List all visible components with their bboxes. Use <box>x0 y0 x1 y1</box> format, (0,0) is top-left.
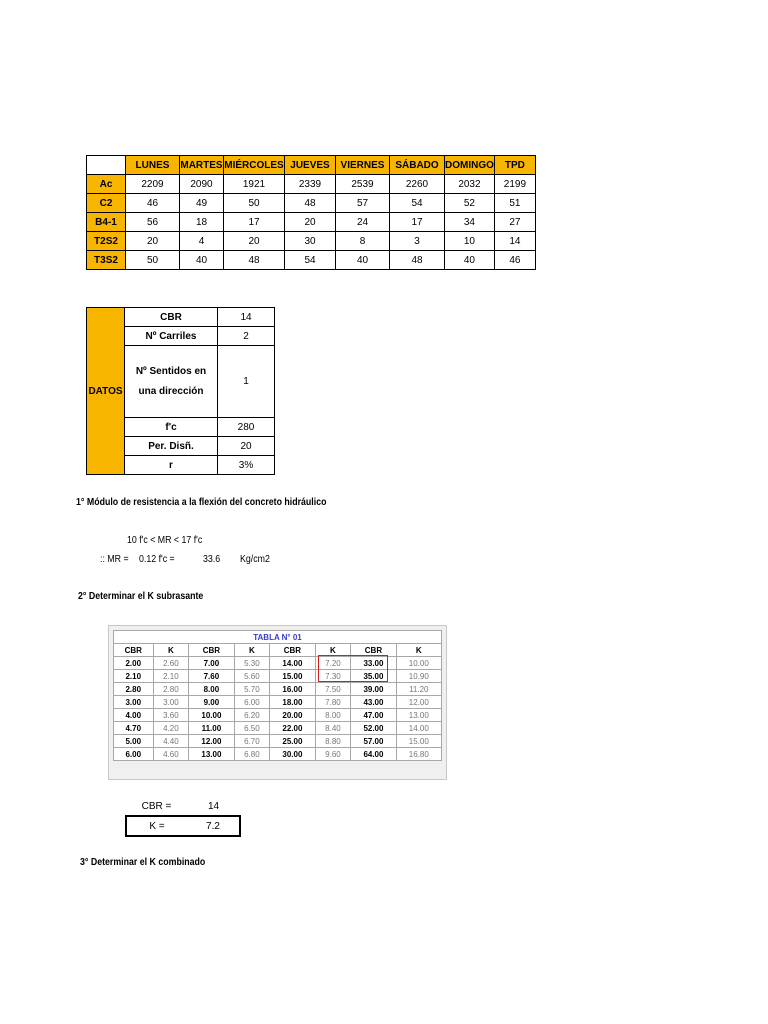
traffic-cell: 2032 <box>445 175 495 194</box>
cbr-cell: 10.00 <box>396 657 441 670</box>
traffic-cell: 57 <box>336 194 390 213</box>
traffic-cell: 3 <box>390 232 445 251</box>
vehicle-type-label: C2 <box>87 194 126 213</box>
traffic-cell: 56 <box>126 213 180 232</box>
cbr-cell: 25.00 <box>270 735 315 748</box>
traffic-body <box>87 175 536 270</box>
traffic-cell: 20 <box>285 213 336 232</box>
traffic-cell: 17 <box>224 213 285 232</box>
result-row <box>126 816 240 836</box>
traffic-cell: 48 <box>390 251 445 270</box>
cbr-cell: 6.50 <box>234 722 270 735</box>
cbr-cell: 8.00 <box>189 683 234 696</box>
vehicle-type-label: T3S2 <box>87 251 126 270</box>
result-value: 14 <box>207 800 220 812</box>
cbr-row <box>114 735 442 748</box>
datos-row <box>87 308 275 327</box>
cbr-col-header: CBR <box>351 644 396 657</box>
cbr-cell: 5.30 <box>234 657 270 670</box>
cbr-cell: 2.10 <box>153 670 189 683</box>
traffic-cell: 10 <box>445 232 495 251</box>
traffic-cell: 40 <box>445 251 495 270</box>
cbr-col-header: K <box>153 644 189 657</box>
cbr-row <box>114 722 442 735</box>
traffic-cell: 49 <box>180 194 224 213</box>
mr-expression: 0.12 f'c = <box>139 554 175 565</box>
traffic-cell: 46 <box>494 251 535 270</box>
cbr-cell: 2.80 <box>153 683 189 696</box>
traffic-cell: 18 <box>180 213 224 232</box>
datos-value: 20 <box>218 437 275 456</box>
traffic-col-header: TPD <box>494 156 535 175</box>
cbr-cell: 15.00 <box>396 735 441 748</box>
cbr-cell: 5.00 <box>114 735 154 748</box>
traffic-cell: 2090 <box>180 175 224 194</box>
traffic-col-header: SÁBADO <box>390 156 445 175</box>
cbr-col-header: CBR <box>270 644 315 657</box>
cbr-col-header: K <box>234 644 270 657</box>
traffic-cell: 46 <box>126 194 180 213</box>
datos-value: 3% <box>218 456 275 475</box>
traffic-cell: 30 <box>285 232 336 251</box>
cbr-cell: 13.00 <box>396 709 441 722</box>
cbr-cell: 7.50 <box>315 683 351 696</box>
cbr-cell: 4.70 <box>114 722 154 735</box>
datos-value: 1 <box>218 346 275 418</box>
result-row <box>126 797 240 816</box>
step1-formula: 10 f'c < MR < 17 f'c <box>127 535 203 546</box>
traffic-col-header: VIERNES <box>336 156 390 175</box>
cbr-cell: 8.40 <box>315 722 351 735</box>
mr-label: :: MR = <box>100 554 129 565</box>
traffic-cell: 2199 <box>494 175 535 194</box>
cbr-cell: 3.60 <box>153 709 189 722</box>
cbr-cell: 2.60 <box>153 657 189 670</box>
cbr-row <box>114 670 442 683</box>
datos-table <box>86 307 275 475</box>
datos-label: CBR <box>125 308 218 327</box>
traffic-cell: 50 <box>126 251 180 270</box>
cbr-table-title: TABLA N° 01 <box>114 631 442 644</box>
step3-title: 3° Determinar el K combinado <box>80 857 206 868</box>
cbr-cell: 6.70 <box>234 735 270 748</box>
traffic-row <box>87 175 536 194</box>
cbr-title-row <box>114 631 442 644</box>
traffic-cell: 8 <box>336 232 390 251</box>
cbr-cell: 2.80 <box>114 683 154 696</box>
cbr-cell: 11.00 <box>189 722 234 735</box>
cbr-cell: 5.60 <box>234 670 270 683</box>
traffic-header-row <box>87 156 536 175</box>
traffic-cell: 4 <box>180 232 224 251</box>
traffic-row <box>87 194 536 213</box>
cbr-cell: 13.00 <box>189 748 234 761</box>
traffic-cell: 2339 <box>285 175 336 194</box>
cbr-cell: 15.00 <box>270 670 315 683</box>
cbr-row <box>114 748 442 761</box>
datos-side-label: DATOS <box>87 308 125 475</box>
selected-value-highlight <box>318 655 388 682</box>
cbr-cell: 7.00 <box>189 657 234 670</box>
traffic-row <box>87 213 536 232</box>
cbr-cell: 2.10 <box>114 670 154 683</box>
cbr-cell: 6.00 <box>234 696 270 709</box>
result-label: CBR = <box>141 800 172 812</box>
vehicle-type-label: Ac <box>87 175 126 194</box>
cbr-cell: 35.00 <box>351 670 396 683</box>
cbr-cell: 4.20 <box>153 722 189 735</box>
traffic-corner-cell <box>87 156 126 175</box>
cbr-cell: 7.80 <box>315 696 351 709</box>
cbr-k-table <box>113 630 442 761</box>
traffic-cell: 24 <box>336 213 390 232</box>
cbr-cell: 10.90 <box>396 670 441 683</box>
cbr-cell: 16.80 <box>396 748 441 761</box>
cbr-cell: 12.00 <box>396 696 441 709</box>
result-label: K = <box>126 816 187 836</box>
cbr-cell: 10.00 <box>189 709 234 722</box>
k-result-table <box>125 797 241 837</box>
cbr-cell: 30.00 <box>270 748 315 761</box>
cbr-cell: 64.00 <box>351 748 396 761</box>
cbr-cell: 4.60 <box>153 748 189 761</box>
datos-value: 280 <box>218 418 275 437</box>
traffic-cell: 40 <box>180 251 224 270</box>
cbr-col-header: CBR <box>114 644 154 657</box>
cbr-cell: 14.00 <box>396 722 441 735</box>
cbr-cell: 6.80 <box>234 748 270 761</box>
mr-unit: Kg/cm2 <box>240 554 270 565</box>
traffic-cell: 40 <box>336 251 390 270</box>
datos-value: 2 <box>218 327 275 346</box>
traffic-cell: 50 <box>224 194 285 213</box>
cbr-cell: 11.20 <box>396 683 441 696</box>
traffic-col-header: JUEVES <box>285 156 336 175</box>
traffic-cell: 20 <box>126 232 180 251</box>
datos-label: Nº Carriles <box>125 327 218 346</box>
cbr-cell: 20.00 <box>270 709 315 722</box>
traffic-cell: 34 <box>445 213 495 232</box>
cbr-cell: 3.00 <box>153 696 189 709</box>
cbr-cell: 22.00 <box>270 722 315 735</box>
cbr-cell: 3.00 <box>114 696 154 709</box>
traffic-cell: 51 <box>494 194 535 213</box>
traffic-cell: 2539 <box>336 175 390 194</box>
cbr-cell: 12.00 <box>189 735 234 748</box>
cbr-row <box>114 657 442 670</box>
cbr-cell: 2.00 <box>114 657 154 670</box>
cbr-row <box>114 696 442 709</box>
cbr-cell: 7.20 <box>315 657 351 670</box>
cbr-cell: 43.00 <box>351 696 396 709</box>
cbr-cell: 9.00 <box>189 696 234 709</box>
datos-label: Per. Disñ. <box>125 437 218 456</box>
cbr-cell: 14.00 <box>270 657 315 670</box>
mr-value: 33.6 <box>203 554 221 565</box>
cbr-cell: 4.00 <box>114 709 154 722</box>
traffic-cell: 54 <box>390 194 445 213</box>
cbr-col-header: K <box>315 644 351 657</box>
traffic-col-header: DOMINGO <box>445 156 495 175</box>
traffic-cell: 14 <box>494 232 535 251</box>
traffic-cell: 20 <box>224 232 285 251</box>
cbr-cell: 6.20 <box>234 709 270 722</box>
traffic-cell: 2260 <box>390 175 445 194</box>
cbr-cell: 4.40 <box>153 735 189 748</box>
cbr-cell: 33.00 <box>351 657 396 670</box>
cbr-k-table-image <box>108 625 447 780</box>
cbr-cell: 8.00 <box>315 709 351 722</box>
traffic-col-header: MARTES <box>180 156 224 175</box>
result-value: 7.2 <box>187 816 240 836</box>
traffic-cell: 2209 <box>126 175 180 194</box>
cbr-row <box>114 683 442 696</box>
traffic-cell: 27 <box>494 213 535 232</box>
traffic-row <box>87 232 536 251</box>
cbr-cell: 16.00 <box>270 683 315 696</box>
traffic-row <box>87 251 536 270</box>
traffic-cell: 17 <box>390 213 445 232</box>
cbr-cell: 9.60 <box>315 748 351 761</box>
traffic-cell: 1921 <box>224 175 285 194</box>
cbr-row <box>114 709 442 722</box>
datos-label: Nº Sentidos en una dirección <box>125 346 218 418</box>
step2-title: 2° Determinar el K subrasante <box>78 591 204 602</box>
cbr-cell: 47.00 <box>351 709 396 722</box>
traffic-col-header: MIÉRCOLES <box>224 156 285 175</box>
vehicle-type-label: B4-1 <box>87 213 126 232</box>
cbr-col-header: CBR <box>189 644 234 657</box>
cbr-cell: 8.80 <box>315 735 351 748</box>
cbr-cell: 7.60 <box>189 670 234 683</box>
traffic-table <box>86 155 536 270</box>
cbr-cell: 57.00 <box>351 735 396 748</box>
cbr-cell: 52.00 <box>351 722 396 735</box>
step1-title: 1° Módulo de resistencia a la flexión del concreto hidráulico <box>76 497 327 508</box>
datos-label: r <box>125 456 218 475</box>
cbr-cell: 7.30 <box>315 670 351 683</box>
datos-label: f'c <box>125 418 218 437</box>
traffic-cell: 52 <box>445 194 495 213</box>
vehicle-type-label: T2S2 <box>87 232 126 251</box>
traffic-cell: 48 <box>224 251 285 270</box>
cbr-cell: 6.00 <box>114 748 154 761</box>
cbr-header-row <box>114 644 442 657</box>
cbr-col-header: K <box>396 644 441 657</box>
datos-value: 14 <box>218 308 275 327</box>
cbr-cell: 5.70 <box>234 683 270 696</box>
traffic-cell: 54 <box>285 251 336 270</box>
cbr-cell: 39.00 <box>351 683 396 696</box>
traffic-cell: 48 <box>285 194 336 213</box>
cbr-cell: 18.00 <box>270 696 315 709</box>
traffic-col-header: LUNES <box>126 156 180 175</box>
